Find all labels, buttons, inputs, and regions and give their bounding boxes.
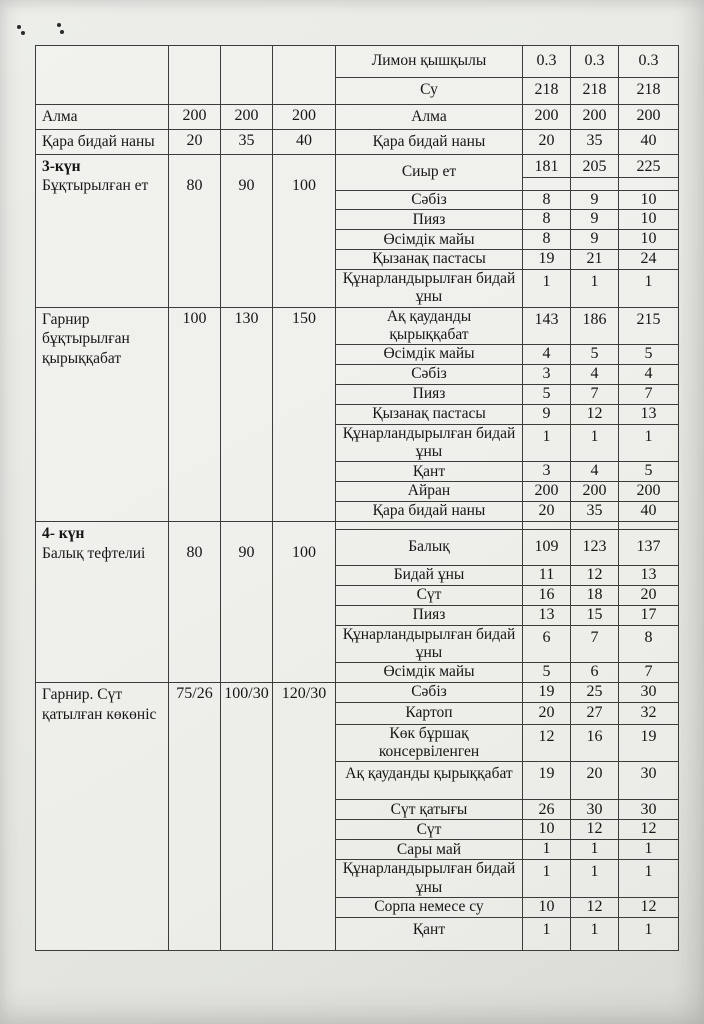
value-cell: 200	[523, 482, 571, 502]
value-cell: 1	[523, 860, 571, 898]
value-cell: 200	[571, 482, 619, 502]
value-cell: 200	[523, 105, 571, 130]
value-cell: 186	[571, 307, 619, 345]
ingredient-cell: Қара бидай наны	[336, 501, 523, 521]
value-cell: 7	[619, 384, 679, 404]
value-cell: 123	[571, 529, 619, 565]
dish-cell	[36, 521, 169, 682]
dish-cell	[36, 307, 169, 521]
value-cell	[571, 177, 619, 190]
portion-cell: 200	[221, 105, 273, 130]
menu-table	[35, 45, 679, 951]
value-cell: 25	[571, 683, 619, 703]
ingredient-cell: Өсімдік майы	[336, 230, 523, 250]
value-cell: 15	[571, 605, 619, 625]
portion-cell: 35	[221, 129, 273, 154]
portion-cell: 120/30	[273, 683, 336, 951]
dish-cell	[36, 129, 169, 154]
value-cell: 12	[619, 897, 679, 917]
value-cell: 10	[523, 897, 571, 917]
portion-cell: 20	[169, 129, 221, 154]
value-cell: 1	[619, 917, 679, 950]
value-cell: 20	[523, 702, 571, 724]
value-cell: 1	[523, 270, 571, 308]
table-row	[36, 683, 679, 703]
ink-mark	[60, 30, 64, 34]
value-cell: 137	[619, 529, 679, 565]
value-cell: 32	[619, 702, 679, 724]
dish-day: 4- күн	[42, 524, 85, 542]
portion-cell: 200	[169, 105, 221, 130]
value-cell: 5	[523, 384, 571, 404]
dish-cell	[36, 683, 169, 951]
value-cell: 40	[619, 501, 679, 521]
ingredient-cell: Сүт	[336, 820, 523, 840]
ingredient-cell: Қант	[336, 462, 523, 482]
value-cell: 200	[571, 105, 619, 130]
value-cell: 1	[571, 860, 619, 898]
value-cell: 9	[571, 210, 619, 230]
value-cell: 3	[523, 462, 571, 482]
ingredient-cell: Құнарландырылған бидай ұны	[336, 270, 523, 308]
ingredient-cell: Картоп	[336, 702, 523, 724]
ingredient-cell: Пияз	[336, 605, 523, 625]
value-cell: 200	[619, 105, 679, 130]
value-cell: 40	[619, 129, 679, 154]
value-cell: 1	[571, 270, 619, 308]
ingredient-cell: Бидай ұны	[336, 565, 523, 585]
dish-cell	[36, 105, 169, 130]
value-cell: 19	[523, 762, 571, 800]
ingredient-cell: Су	[336, 78, 523, 105]
value-cell: 19	[619, 724, 679, 762]
table-row	[36, 46, 679, 78]
value-cell: 12	[523, 724, 571, 762]
ingredient-cell: Құнарландырылған бидай ұны	[336, 625, 523, 663]
value-cell: 218	[571, 78, 619, 105]
ingredient-cell: Ақ қауданды қырыққабат	[336, 762, 523, 800]
ingredient-cell: Қызанақ пастасы	[336, 404, 523, 424]
portion-cell: 200	[273, 105, 336, 130]
ingredient-cell: Алма	[336, 105, 523, 130]
dish-title: Гарнир. Сүт қатылған көкөніс	[42, 686, 157, 723]
ingredient-cell: Ақ қауданды қырыққабат	[336, 307, 523, 345]
value-cell: 218	[619, 78, 679, 105]
dish-title: Гарнир бұқтырылған қырыққабат	[42, 310, 130, 368]
value-cell: 8	[619, 625, 679, 663]
table-row	[36, 521, 679, 529]
table-row	[36, 154, 679, 177]
value-cell: 17	[619, 605, 679, 625]
value-cell: 35	[571, 501, 619, 521]
value-cell: 8	[523, 230, 571, 250]
portion-cell: 80	[169, 521, 221, 682]
ingredient-cell: Көк бұршақ консервіленген	[336, 724, 523, 762]
value-cell: 1	[619, 270, 679, 308]
ingredient-cell: Сиыр ет	[336, 154, 523, 190]
portion-cell: 100/30	[221, 683, 273, 951]
ingredient-cell: Пияз	[336, 210, 523, 230]
ingredient-cell: Пияз	[336, 384, 523, 404]
value-cell: 7	[571, 384, 619, 404]
empty-dish-cell	[36, 46, 169, 105]
value-cell: 1	[571, 840, 619, 860]
table-row	[36, 129, 679, 154]
ingredient-cell: Сәбіз	[336, 190, 523, 210]
value-cell: 205	[571, 154, 619, 177]
value-cell: 1	[619, 424, 679, 462]
value-cell: 10	[619, 230, 679, 250]
value-cell: 35	[571, 129, 619, 154]
ingredient-cell: Өсімдік майы	[336, 663, 523, 683]
value-cell: 0.3	[571, 46, 619, 78]
ink-mark	[17, 25, 21, 29]
portion-cell: 80	[169, 154, 221, 307]
value-cell: 1	[523, 424, 571, 462]
ingredient-cell: Сүт	[336, 585, 523, 605]
value-cell: 1	[523, 917, 571, 950]
ingredient-cell	[336, 521, 523, 529]
value-cell: 4	[571, 462, 619, 482]
empty-portion-cell	[169, 46, 221, 105]
value-cell: 12	[571, 565, 619, 585]
ingredient-cell: Балық	[336, 529, 523, 565]
value-cell: 12	[571, 820, 619, 840]
portion-cell: 100	[273, 521, 336, 682]
value-cell: 4	[619, 365, 679, 385]
value-cell: 27	[571, 702, 619, 724]
value-cell: 143	[523, 307, 571, 345]
value-cell: 9	[523, 404, 571, 424]
value-cell: 18	[571, 585, 619, 605]
dish-title: Қара бидай наны	[42, 132, 155, 150]
value-cell: 30	[619, 800, 679, 820]
value-cell: 1	[571, 424, 619, 462]
value-cell: 9	[571, 190, 619, 210]
value-cell: 181	[523, 154, 571, 177]
value-cell: 1	[619, 860, 679, 898]
value-cell: 12	[571, 897, 619, 917]
value-cell: 218	[523, 78, 571, 105]
value-cell: 225	[619, 154, 679, 177]
dish-title: Бұқтырылған ет	[42, 177, 149, 195]
ink-mark	[57, 23, 61, 27]
value-cell: 8	[523, 210, 571, 230]
ingredient-cell: Айран	[336, 482, 523, 502]
value-cell: 5	[571, 345, 619, 365]
portion-cell: 130	[221, 307, 273, 521]
table-row	[36, 307, 679, 345]
portion-cell: 40	[273, 129, 336, 154]
ingredient-cell: Құнарландырылған бидай ұны	[336, 860, 523, 898]
value-cell: 9	[571, 230, 619, 250]
ingredient-cell: Сәбіз	[336, 365, 523, 385]
value-cell: 24	[619, 250, 679, 270]
value-cell: 3	[523, 365, 571, 385]
value-cell: 7	[571, 625, 619, 663]
value-cell: 4	[523, 345, 571, 365]
ingredient-cell: Сәбіз	[336, 683, 523, 703]
value-cell: 16	[571, 724, 619, 762]
portion-cell: 100	[169, 307, 221, 521]
dish-cell	[36, 154, 169, 307]
value-cell: 10	[619, 190, 679, 210]
ingredient-cell: Сары май	[336, 840, 523, 860]
value-cell: 6	[571, 663, 619, 683]
ingredient-cell: Қант	[336, 917, 523, 950]
value-cell: 30	[619, 683, 679, 703]
value-cell: 0.3	[523, 46, 571, 78]
value-cell: 30	[619, 762, 679, 800]
value-cell	[619, 177, 679, 190]
dish-title: Алма	[42, 108, 78, 125]
value-cell: 109	[523, 529, 571, 565]
value-cell: 6	[523, 625, 571, 663]
value-cell: 13	[523, 605, 571, 625]
value-cell: 21	[571, 250, 619, 270]
ingredient-cell: Құнарландырылған бидай ұны	[336, 424, 523, 462]
value-cell: 20	[571, 762, 619, 800]
dish-day: 3-күн	[42, 157, 81, 175]
portion-cell: 100	[273, 154, 336, 307]
portion-cell: 90	[221, 521, 273, 682]
value-cell: 26	[523, 800, 571, 820]
empty-portion-cell	[221, 46, 273, 105]
empty-portion-cell	[273, 46, 336, 105]
portion-cell: 75/26	[169, 683, 221, 951]
value-cell: 20	[523, 501, 571, 521]
value-cell: 215	[619, 307, 679, 345]
ingredient-cell: Өсімдік майы	[336, 345, 523, 365]
ingredient-cell: Қара бидай наны	[336, 129, 523, 154]
ingredient-cell: Қызанақ пастасы	[336, 250, 523, 270]
value-cell: 20	[523, 129, 571, 154]
value-cell	[571, 521, 619, 529]
ingredient-cell: Лимон қышқылы	[336, 46, 523, 78]
value-cell: 12	[619, 820, 679, 840]
value-cell: 1	[571, 917, 619, 950]
value-cell: 10	[523, 820, 571, 840]
value-cell: 13	[619, 404, 679, 424]
value-cell	[523, 521, 571, 529]
ingredient-cell: Сүт қатығы	[336, 800, 523, 820]
value-cell: 5	[523, 663, 571, 683]
value-cell: 7	[619, 663, 679, 683]
value-cell: 0.3	[619, 46, 679, 78]
value-cell: 16	[523, 585, 571, 605]
value-cell: 8	[523, 190, 571, 210]
portion-cell: 150	[273, 307, 336, 521]
value-cell: 11	[523, 565, 571, 585]
ingredient-cell: Сорпа немесе су	[336, 897, 523, 917]
value-cell: 5	[619, 345, 679, 365]
value-cell	[523, 177, 571, 190]
dish-title: Балық тефтелиі	[42, 544, 146, 562]
value-cell: 30	[571, 800, 619, 820]
value-cell: 1	[619, 840, 679, 860]
value-cell: 19	[523, 250, 571, 270]
value-cell: 1	[523, 840, 571, 860]
value-cell: 5	[619, 462, 679, 482]
value-cell: 19	[523, 683, 571, 703]
value-cell: 12	[571, 404, 619, 424]
value-cell	[619, 521, 679, 529]
ink-mark	[21, 31, 25, 35]
table-row	[36, 105, 679, 130]
value-cell: 200	[619, 482, 679, 502]
value-cell: 10	[619, 210, 679, 230]
value-cell: 13	[619, 565, 679, 585]
portion-cell: 90	[221, 154, 273, 307]
value-cell: 20	[619, 585, 679, 605]
value-cell: 4	[571, 365, 619, 385]
